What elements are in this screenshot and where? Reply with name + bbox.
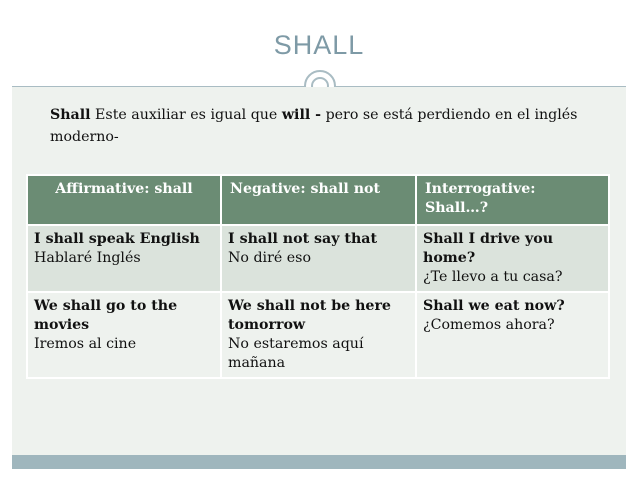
intro-text-after: pero se está perdiendo en el inglés moderno-: [50, 107, 578, 145]
spanish-translation: ¿Te llevo a tu casa?: [423, 269, 563, 285]
english-sentence: I shall not say that: [228, 231, 378, 247]
english-sentence: We shall not be here tomorrow: [228, 298, 391, 333]
table-row: [27, 292, 609, 378]
table-cell: [221, 225, 416, 292]
table-cell: [27, 292, 221, 378]
slide-title: SHALL: [273, 30, 365, 60]
table-cell: [27, 225, 221, 292]
header-negative: Negative: shall not: [221, 175, 416, 225]
spanish-translation: Hablaré Inglés: [34, 250, 141, 266]
table-cell: [416, 292, 609, 378]
header-affirmative: Affirmative: shall: [27, 175, 221, 225]
spanish-translation: No estaremos aquí mañana: [228, 336, 364, 371]
intro-highlight: will -: [281, 107, 322, 123]
header-interrogative: Interrogative: Shall…?: [416, 175, 609, 225]
table-row: [27, 225, 609, 292]
spanish-translation: ¿Comemos ahora?: [423, 317, 555, 333]
shall-table: [26, 174, 610, 379]
english-sentence: Shall we eat now?: [423, 298, 565, 314]
footer-bar: [12, 455, 626, 469]
english-sentence: We shall go to the movies: [34, 298, 178, 333]
table-header-row: [27, 175, 609, 225]
spanish-translation: No diré eso: [228, 250, 311, 266]
table-cell: [416, 225, 609, 292]
intro-text-before: Este auxiliar es igual que: [90, 107, 282, 123]
intro-paragraph: [50, 104, 590, 148]
spanish-translation: Iremos al cine: [34, 336, 137, 352]
english-sentence: Shall I drive you home?: [423, 231, 554, 266]
english-sentence: I shall speak English: [34, 231, 200, 247]
intro-keyword: Shall: [50, 107, 91, 123]
table-cell: [221, 292, 416, 378]
